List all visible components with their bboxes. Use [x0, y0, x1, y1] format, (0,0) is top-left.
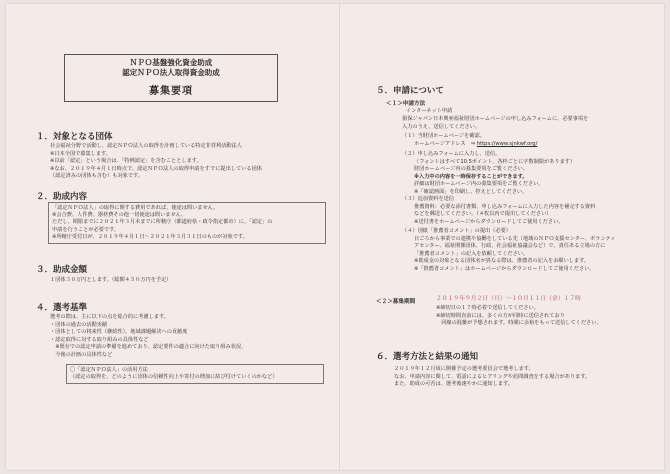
section-2-line: ただし、期限までに２０２１年３月末までに所轄庁（都道府県・政令指定都市）に、「認定」の: [52, 219, 273, 226]
section-4-line: 選考の際は、主に以下の点を総合的に考慮します。: [50, 314, 169, 320]
section-1-heading: １．対象となる団体: [36, 132, 113, 142]
apply-intro-line: 損保ジャパン日本興亜福祉財団ホームページの申し込みフォームに、必要事項を: [402, 116, 589, 122]
step-4-label: （４）別紙「推薦者コメント」の提出（必要）: [402, 228, 511, 234]
section-4-box-line: （認定の取得を、どのように団体の信頼性向上や寄付の増加に結び付けていくのかなど）: [70, 374, 278, 381]
section-2-line: ※会合費、人件費、器材費その他一切使途は問いません。: [52, 212, 187, 219]
section-1-line: ※なお、２０１９年４月１日時点で、認定ＮＰＯ法人の取得申請をすでに提出している団体: [50, 165, 262, 172]
step-3-line: ※送付書をホームページからダウンロードしてご使用ください。: [414, 218, 564, 225]
section-2-line: 申請を行うことが必要です。: [52, 226, 120, 233]
section-1-body: [50, 143, 262, 181]
section-2-box: [48, 202, 326, 244]
section-4-box: [66, 364, 324, 384]
step-3: [402, 196, 595, 226]
apply-intro: [402, 116, 588, 131]
section-4-heading: ４．選考基準: [36, 303, 88, 313]
step-3-label: （３）追加資料を送信: [402, 196, 454, 202]
step-4-line: 「推薦者コメント」の記入を依頼してください。: [414, 250, 529, 257]
period-notes: [436, 305, 602, 328]
apply-method-label: ＜１＞申請方法: [386, 101, 426, 107]
step-1-label: （１）当財団ホームページを確認。: [402, 133, 485, 139]
section-5-heading: ５．申請について: [376, 86, 444, 96]
section-1-line: 社会福祉分野で活動し、認定ＮＰＯ法人の取得を計画している特定非営利活動法人: [50, 143, 242, 149]
section-1-line: ※日本全国で募集します。: [50, 150, 111, 157]
step-4-line: アセンター、福祉関係団体、行政、社会福祉協議会など）で、責任ある立場の方に: [414, 243, 606, 250]
homepage-link[interactable]: https://www.sjnkwf.org/: [476, 140, 538, 147]
section-1-line: ※以前「認定」という場合は、「特例認定」を含むこととします。: [50, 158, 202, 165]
title-line-2: 認定ＮＰＯ法人取得資金助成: [122, 68, 220, 77]
title-line-1: ＮＰＯ基盤強化資金助成: [129, 58, 213, 67]
step-2-line: 財団ホームページ内の募集要項をご覧ください。: [414, 166, 529, 173]
section-4-line: 今後の計画の具体性など: [50, 351, 113, 358]
step-4: [402, 228, 615, 274]
section-2-line: ※所轄庁受付日が、２０１９年４月１日～２０２１年３月３１日のものが対象です。: [52, 233, 248, 240]
step-3-line: などを郵送してください。（４枚以内で提出してください）: [414, 211, 552, 218]
period-note: ※締切日の１７時必着で送信してください。: [436, 305, 539, 311]
homepage-row: [402, 141, 537, 149]
section-3-body: １団体３０万円とします。（総額４５０万円を予定）: [50, 277, 172, 283]
period-label: ＜２＞募集期間: [376, 299, 416, 305]
step-3-line: 推薦資料：必要な添付書類、申し込みフォームに入力した内容を補完する資料: [414, 203, 596, 210]
step-4-line: ※「推薦者コメント」はホームページからダウンロードしてご使用ください。: [414, 265, 595, 272]
period-note: ※締切時間直前には、多くの方が同時に送信されており: [436, 312, 565, 319]
section-6-body: [394, 366, 590, 389]
application-period: ２０１９年９月２日（月）～１０月１１日（金）１７時: [436, 296, 581, 302]
step-2-line: ※入力中の内容を一時保存することができます。: [414, 173, 528, 180]
homepage-label: ホームページアドレス ⇒: [414, 140, 476, 147]
step-4-line: 日ごろから事業での連携や協働をしている先（地域のＮＰＯ支援センター、ボランティ: [414, 235, 616, 242]
section-6-line: また、助成の可否は、選考後速やかに通知します。: [394, 381, 513, 388]
section-6-line: ２０１９年１２月頃に開催予定の選考委員会で選考します。: [394, 366, 534, 372]
period-note: 回線の混雑が予想されます。時間に余裕をもって送信してください。: [436, 320, 602, 327]
section-6-line: なお、申請内容に関して、電話によるヒアリングや訪問調査をする場合があります。: [394, 373, 591, 380]
step-2-label: （２）申し込みフォームに入力し、送信。: [402, 151, 501, 157]
step-2: [402, 151, 575, 197]
section-2-line: 「認定ＮＰＯ法人」の取得に関する費用であれば、使途は問いません。: [52, 205, 219, 211]
page-fold: [339, 4, 340, 470]
section-4-body: [50, 314, 246, 360]
section-4-line: ・団体としての将来性（継続性）、地域課題解決への貢献度: [50, 329, 188, 336]
section-1-line: （認定済みの団体も含む）も対象です。: [50, 173, 143, 180]
document-sheet: [6, 4, 664, 470]
apply-intro-line: 入力のうえ、送信してください。: [402, 123, 481, 130]
step-2-line: （フォントはすべて10.5ポイント、各枠ごとに字数制限があります）: [414, 158, 576, 165]
step-2-line: ※「確認画面」を印刷し、控えとしてください。: [414, 188, 528, 195]
section-4-line: ※既存での認定申請の準備を進めており、認定要件の適合に向けた取り組み状況、: [50, 344, 247, 351]
section-6-heading: ６．選考方法と結果の通知: [376, 352, 479, 362]
step-4-line: ※助成金の対象となる団体名が異なる際は、推薦者の記入をお願いします。: [414, 258, 590, 265]
step-1: [402, 133, 537, 148]
step-2-line: 詳細は財団ホームページ内の募集要項をご覧ください。: [414, 181, 544, 188]
section-2-heading: ２．助成内容: [36, 192, 88, 202]
section-4-line: ・認定取得に対する取り組みの具体性など: [50, 336, 149, 343]
section-3-heading: ３．助成金額: [36, 265, 88, 275]
title-box: [64, 54, 278, 102]
apply-method: インターネット申請: [406, 108, 453, 114]
page-title: 募集要項: [149, 86, 193, 97]
section-4-box-line: 〇「認定ＮＰＯ法人」の活用方法: [70, 367, 148, 373]
section-4-line: ・団体の過去の活動実績: [50, 321, 108, 328]
